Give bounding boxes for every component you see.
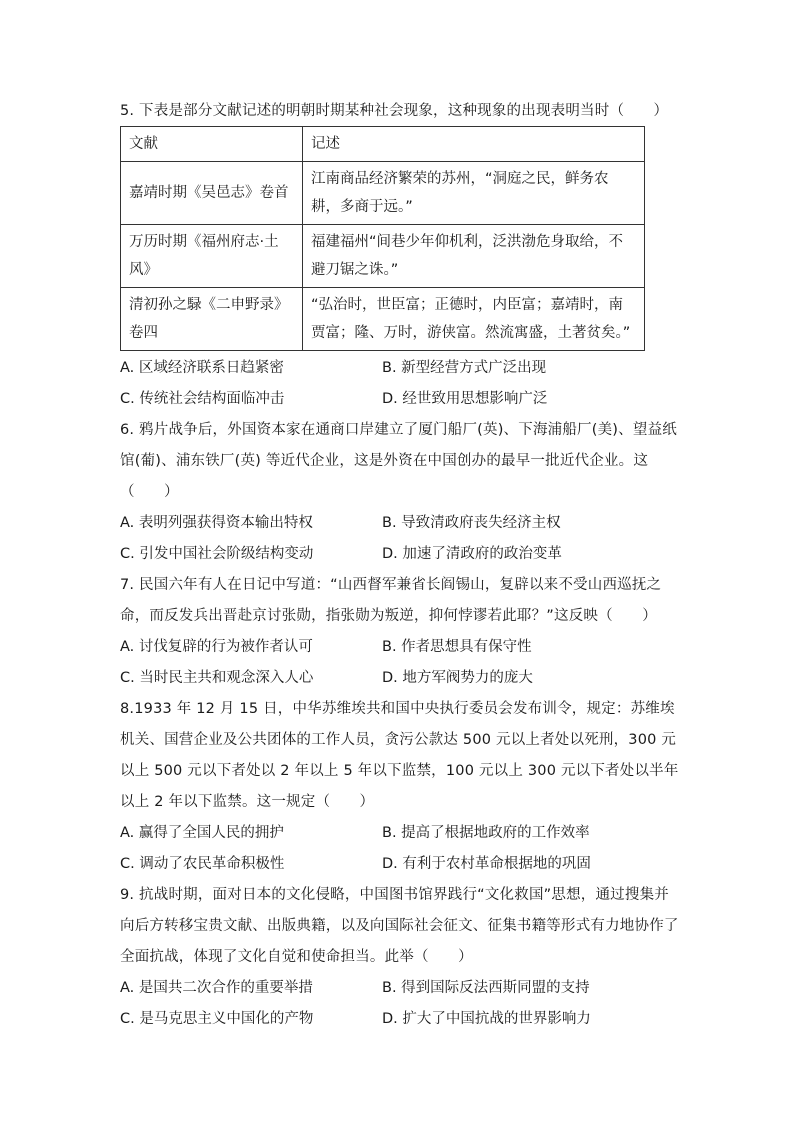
option-a: A. 是国共二次合作的重要举措 xyxy=(120,980,313,996)
question-stem: 9. 抗战时期，面对日本的文化侵略，中国图书馆界践行“文化救国”思想，通过搜集并向后方转移宝贵文献、出版典籍，以及向国际社会征文、征集书籍等形式有力地协作了全面抗战，体现了文化自觉和使命担当。此举（ ） xyxy=(120,887,679,965)
option-c: C. 调动了农民革命积极性 xyxy=(120,856,285,872)
option-d: D. 经世致用思想影响广泛 xyxy=(382,391,548,407)
options xyxy=(120,973,680,1035)
question-9 xyxy=(120,880,680,1035)
question-stem: 5. 下表是部分文献记述的明朝时期某种社会现象，这种现象的出现表明当时（ ） xyxy=(120,103,669,119)
option-a: A. 讨伐复辟的行为被作者认可 xyxy=(120,639,313,655)
question-7 xyxy=(120,570,680,694)
table-header-cell: 记述 xyxy=(303,127,645,162)
exam-page xyxy=(120,98,680,1035)
option-b: B. 作者思想具有保守性 xyxy=(382,639,532,655)
options xyxy=(120,353,680,415)
option-c: C. 当时民主共和观念深入人心 xyxy=(120,670,314,686)
option-a: A. 区域经济联系日趋紧密 xyxy=(120,360,284,376)
options xyxy=(120,818,680,880)
option-b: B. 提高了根据地政府的工作效率 xyxy=(382,825,590,841)
table-cell: 江南商品经济繁荣的苏州，“洞庭之民，鲜务农耕，多商于远。” xyxy=(303,162,645,225)
table-header-cell: 文献 xyxy=(121,127,303,162)
table-cell: 嘉靖时期《吴邑志》卷首 xyxy=(121,162,303,225)
question-6 xyxy=(120,415,680,570)
option-b: B. 得到国际反法西斯同盟的支持 xyxy=(382,980,590,996)
option-d: D. 有利于农村革命根据地的巩固 xyxy=(382,856,591,872)
table-cell: 万历时期《福州府志·土风》 xyxy=(121,225,303,288)
options xyxy=(120,632,680,694)
option-d: D. 加速了清政府的政治变革 xyxy=(382,546,562,562)
table-cell: 清初孙之騄《二申野录》卷四 xyxy=(121,288,303,351)
question-stem: 8.1933 年 12 月 15 日，中华苏维埃共和国中央执行委员会发布训令，规定：苏维埃机关、国营企业及公共团体的工作人员，贪污公款达 500 元以上者处以死刑，300 元以上 500 元以下者处以 2 年以上 5 年以下监禁，100 元以上 300 元以下者处以半年以上 2 年以下监禁。这一规定（ ） xyxy=(120,701,679,810)
table-row xyxy=(121,288,645,351)
options xyxy=(120,508,680,570)
option-b: B. 导致清政府丧失经济主权 xyxy=(382,515,561,531)
source-table xyxy=(120,126,645,351)
option-c: C. 是马克思主义中国化的产物 xyxy=(120,1011,314,1027)
question-8 xyxy=(120,694,680,880)
option-c: C. 引发中国社会阶级结构变动 xyxy=(120,546,314,562)
option-a: A. 赢得了全国人民的拥护 xyxy=(120,825,284,841)
question-5 xyxy=(120,98,680,415)
question-stem: 6. 鸦片战争后，外国资本家在通商口岸建立了厦门船厂(英)、下海浦船厂(美)、望益纸馆(葡)、浦东铁厂(英) 等近代企业，这是外资在中国创办的最早一批近代企业。这（ ） xyxy=(120,422,677,500)
table-header-row xyxy=(121,127,645,162)
option-a: A. 表明列强获得资本输出特权 xyxy=(120,515,313,531)
table-cell: 福建福州“间巷少年仰机利，泛洪渤危身取给，不避刀锯之诛。” xyxy=(303,225,645,288)
table-row xyxy=(121,162,645,225)
table-row xyxy=(121,225,645,288)
option-d: D. 地方军阀势力的庞大 xyxy=(382,670,533,686)
option-c: C. 传统社会结构面临冲击 xyxy=(120,391,285,407)
table-cell: “弘治时，世臣富；正德时，内臣富；嘉靖时，南贾富；隆、万时，游侠富。然流寓盛，土著贫矣。” xyxy=(303,288,645,351)
question-stem: 7. 民国六年有人在日记中写道：“山西督军兼省长阎锡山，复辟以来不受山西巡抚之命，而反发兵出晋赴京讨张勋，指张勋为叛逆，抑何悖谬若此耶？”这反映（ ） xyxy=(120,577,662,624)
option-b: B. 新型经营方式广泛出现 xyxy=(382,360,547,376)
option-d: D. 扩大了中国抗战的世界影响力 xyxy=(382,1011,591,1027)
